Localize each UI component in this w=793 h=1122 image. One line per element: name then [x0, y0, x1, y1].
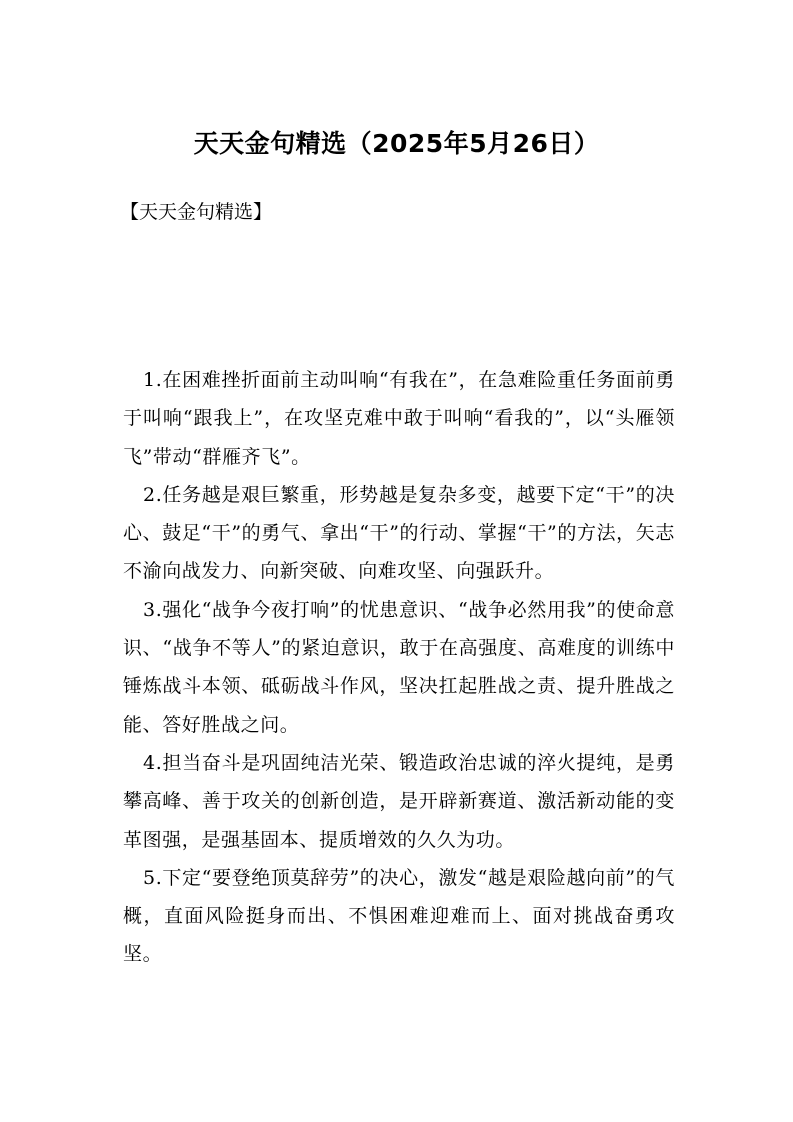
paragraph-3: 3.强化“战争今夜打响”的忧患意识、“战争必然用我”的使命意识、“战争不等人”的紧迫意识，敢于在高强度、高难度的训练中锤炼战斗本领、砥砺战斗作风，坚决扛起胜战之责、提升胜战之能、答好胜战之问。	[123, 598, 675, 736]
page-title: 天天金句精选（2025年5月26日）	[193, 129, 600, 158]
section-tag: 【天天金句精选】	[120, 201, 273, 223]
paragraph-1: 1.在困难挫折面前主动叫响“有我在”，在急难险重任务面前勇于叫响“跟我上”，在攻坚克难中敢于叫响“看我的”，以“头雁领飞”带动“群雁齐飞”。	[123, 369, 675, 468]
paragraph-4: 4.担当奋斗是巩固纯洁光荣、锻造政治忠诚的淬火提纯，是勇攀高峰、善于攻关的创新创造，是开辟新赛道、激活新动能的变革图强，是强基固本、提质增效的久久为功。	[123, 751, 675, 851]
paragraph-5: 5.下定“要登绝顶莫辞劳”的决心，激发“越是艰险越向前”的气概，直面风险挺身而出、不惧困难迎难而上、面对挑战奋勇攻坚。	[123, 866, 675, 966]
document-body	[123, 361, 675, 974]
paragraph-2: 2.任务越是艰巨繁重，形势越是复杂多变，越要下定“干”的决心、鼓足“干”的勇气、拿出“干”的行动、掌握“干”的方法，矢志不渝向战发力、向新突破、向难攻坚、向强跃升。	[123, 483, 675, 583]
